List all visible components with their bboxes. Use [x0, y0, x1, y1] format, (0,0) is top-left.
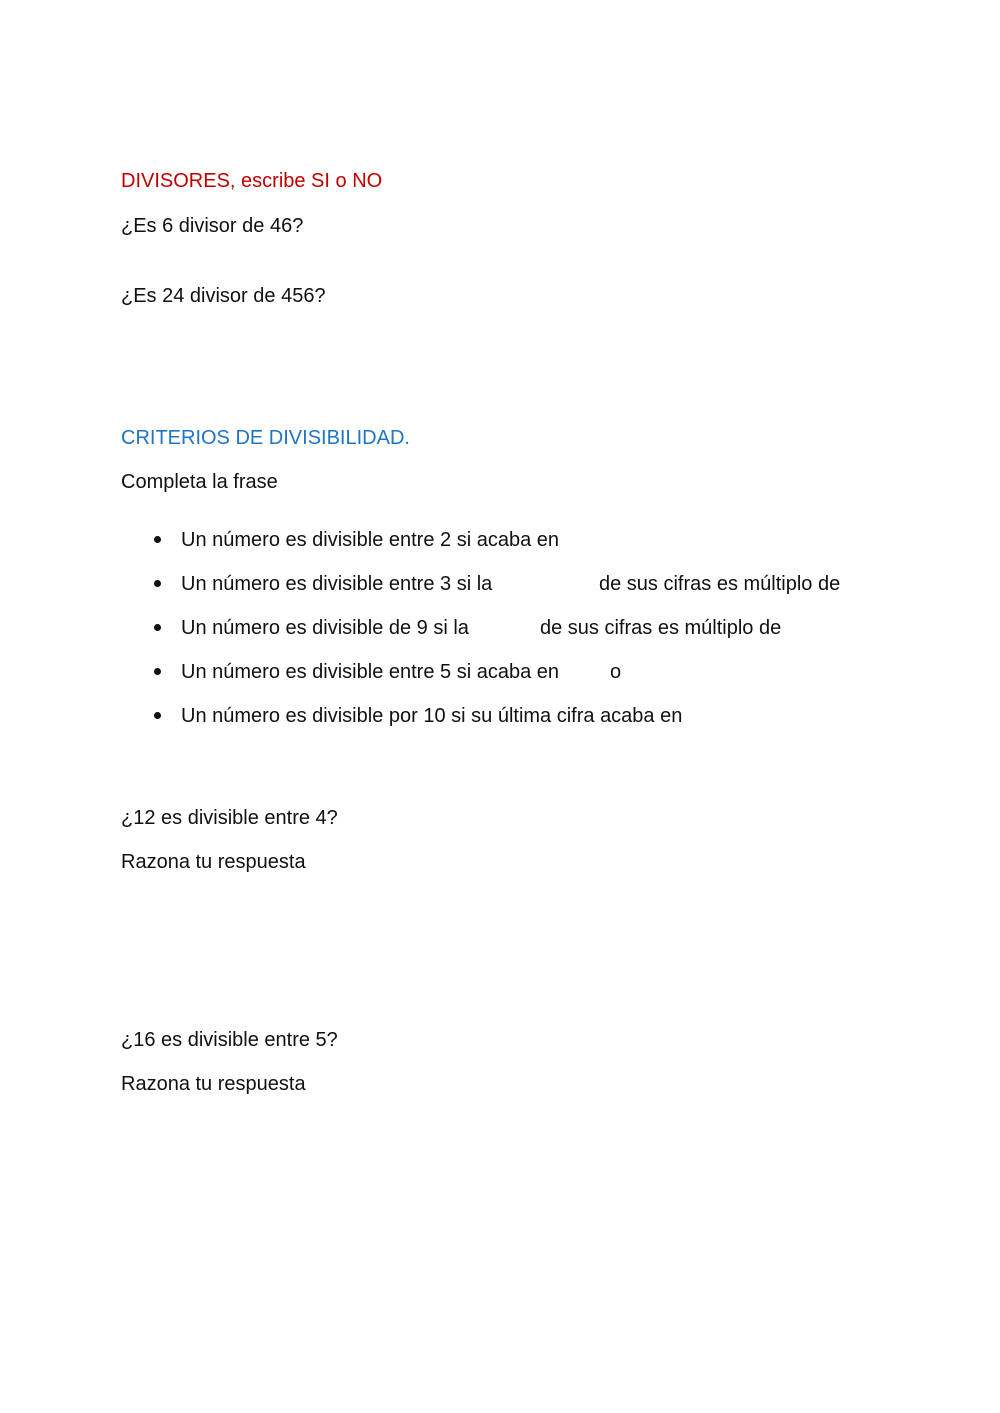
criterio-item-3-blank-a[interactable]	[490, 616, 536, 640]
criterio-item-4-blank-a[interactable]	[587, 660, 609, 684]
criterio-item-2-blank-b[interactable]	[862, 572, 912, 596]
criterio-item-5-blank[interactable]	[724, 704, 814, 728]
question-4-text: ¿16 es divisible entre 5?	[121, 1029, 338, 1051]
criterio-item-5-text: Un número es divisible por 10 si su última cifra acaba en	[181, 705, 683, 727]
divisores-answer-1[interactable]	[330, 214, 450, 238]
criterio-item-2-blank-a[interactable]	[520, 572, 595, 596]
bullet-icon	[154, 668, 161, 675]
question-3-reasoning[interactable]	[121, 884, 881, 994]
question-3-prompt: Razona tu respuesta	[121, 851, 306, 873]
question-4-prompt: Razona tu respuesta	[121, 1073, 306, 1095]
criterio-item-3-text-a: Un número es divisible de 9 si la	[181, 617, 469, 639]
criterio-item-2-text-b: de sus cifras es múltiplo de	[599, 573, 841, 595]
criterio-item-2-text-a: Un número es divisible entre 3 si la	[181, 573, 493, 595]
bullet-icon	[154, 580, 161, 587]
bullet-icon	[154, 536, 161, 543]
criterio-item-3-text-b: de sus cifras es múltiplo de	[540, 617, 782, 639]
question-4-answer[interactable]	[360, 1028, 480, 1052]
criterios-title: CRITERIOS DE DIVISIBILIDAD.	[121, 427, 410, 449]
question-4-reasoning[interactable]	[121, 1106, 881, 1216]
divisores-question-1: ¿Es 6 divisor de 46?	[121, 215, 304, 237]
bullet-icon	[154, 624, 161, 631]
divisores-question-2: ¿Es 24 divisor de 456?	[121, 285, 326, 307]
question-3-text: ¿12 es divisible entre 4?	[121, 807, 338, 829]
criterio-item-4-blank-b[interactable]	[628, 660, 668, 684]
criterio-item-4-text-b: o	[610, 661, 622, 683]
criterio-item-4-text-a: Un número es divisible entre 5 si acaba en	[181, 661, 559, 683]
criterio-item-1-text: Un número es divisible entre 2 si acaba en	[181, 529, 559, 551]
divisores-answer-2[interactable]	[350, 284, 470, 308]
divisores-title: DIVISORES, escribe SI o NO	[121, 170, 383, 192]
criterios-instruction: Completa la frase	[121, 471, 278, 493]
question-3-answer[interactable]	[360, 806, 480, 830]
bullet-icon	[154, 712, 161, 719]
criterio-item-3-blank-b[interactable]	[804, 616, 854, 640]
criterio-item-1-blank[interactable]	[592, 528, 682, 552]
